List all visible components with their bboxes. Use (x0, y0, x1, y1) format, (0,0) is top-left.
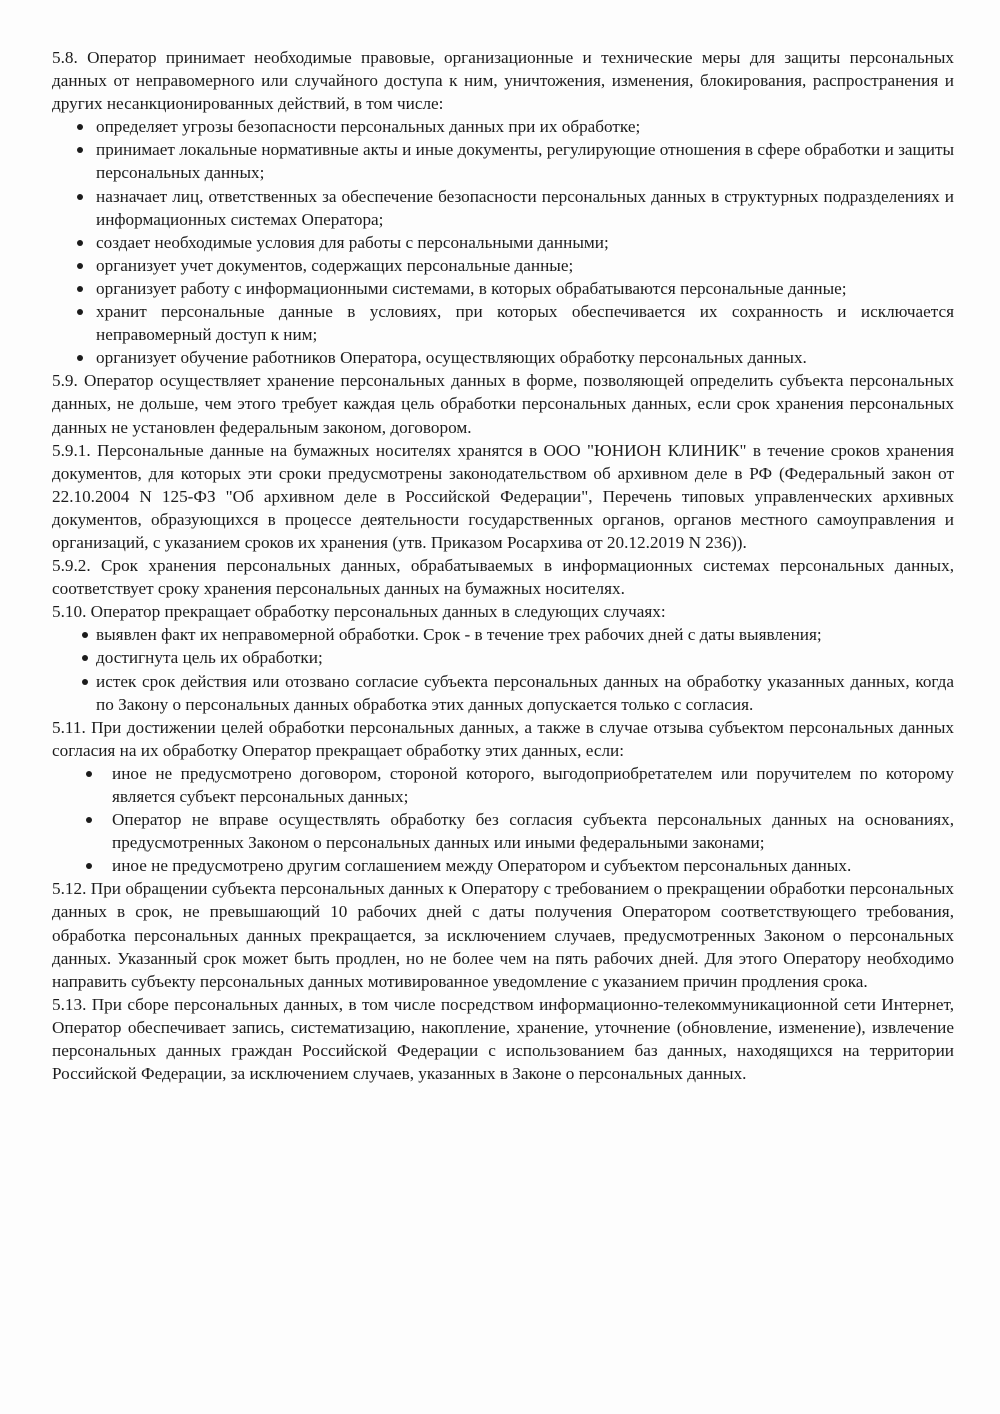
list-item (52, 138, 954, 184)
list-item (52, 808, 954, 854)
list-item-text: принимает локальные нормативные акты и иные документы, регулирующие отношения в сфере обработки и защиты персональных данных; (96, 140, 954, 183)
paragraph-5-11: 5.11. При достижении целей обработки персональных данных, а также в случае отзыва субъектом персональных данных согласия на их обработку Оператор прекращает обработку этих данных, если: (52, 717, 954, 760)
list-item-text: определяет угрозы безопасности персональных данных при их обработке; (96, 117, 641, 137)
list-item-text: выявлен факт их неправомерной обработки. Срок - в течение трех рабочих дней с даты выявления; (96, 625, 822, 645)
bullet-icon (77, 240, 83, 246)
bullet-icon (77, 194, 83, 200)
document-body (52, 46, 954, 1085)
list-5-8 (52, 115, 954, 369)
list-item (52, 346, 954, 369)
list-item (52, 231, 954, 254)
list-item (52, 670, 954, 716)
list-item-text: хранит персональные данные в условиях, при которых обеспечивается их сохранность и исключается неправомерный доступ к ним; (96, 302, 954, 345)
list-item (52, 300, 954, 346)
list-item-text: организует обучение работников Оператора, осуществляющих обработку персональных данных. (96, 348, 807, 368)
bullet-icon (77, 355, 83, 361)
list-item-text: иное не предусмотрено другим соглашением между Оператором и субъектом персональных данных. (112, 856, 852, 876)
bullet-icon (86, 771, 92, 777)
list-item (52, 115, 954, 138)
bullet-icon (77, 286, 83, 292)
paragraph-5-9-2: 5.9.2. Срок хранения персональных данных, обрабатываемых в информационных системах персональных данных, соответствует сроку хранения персональных данных на бумажных носителях. (52, 556, 954, 599)
paragraph-5-13: 5.13. При сборе персональных данных, в том числе посредством информационно-телекоммуникационной сети Интернет, Оператор обеспечивает запись, систематизацию, накопление, хранение, уточнение (обновление, изменение), извлечение персональных данных граждан Российской Федерации с использованием баз данных, находящихся на территории Российской Федерации, за исключением случаев, указанных в Законе о персональных данных. (52, 994, 954, 1084)
bullet-icon (77, 124, 83, 130)
bullet-icon (86, 817, 92, 823)
list-item-text: истек срок действия или отозвано согласие субъекта персональных данных на обработку указанных данных, когда по Закону о персональных данных обработка этих данных допускается только с согласия. (96, 671, 954, 714)
list-item-text: иное не предусмотрено договором, стороной которого, выгодоприобретателем или поручителем по которому является субъект персональных данных; (112, 763, 954, 806)
bullet-icon (77, 147, 83, 153)
list-item (52, 254, 954, 277)
list-item (52, 854, 954, 877)
list-item-text: организует учет документов, содержащих персональные данные; (96, 255, 574, 275)
list-5-11 (52, 762, 954, 877)
paragraph-5-10: 5.10. Оператор прекращает обработку персональных данных в следующих случаях: (52, 602, 666, 622)
list-item-text: создает необходимые условия для работы с персональными данными; (96, 232, 609, 252)
list-item-text: Оператор не вправе осуществлять обработку без согласия субъекта персональных данных на основаниях, предусмотренных Законом о персональных данных или иными федеральными законами; (112, 810, 954, 853)
list-5-10 (52, 623, 954, 715)
list-item (52, 762, 954, 808)
paragraph-5-8: 5.8. Оператор принимает необходимые правовые, организационные и технические меры для защиты персональных данных от неправомерного или случайного доступа к ним, уничтожения, изменения, блокирования, распространения и других несанкционированных действий, в том числе: (52, 48, 954, 114)
list-item (52, 277, 954, 300)
paragraph-5-9-1: 5.9.1. Персональные данные на бумажных носителях хранятся в ООО "ЮНИОН КЛИНИК" в течение сроков хранения документов, для которых эти сроки предусмотрены законодательством об архивном деле в РФ (Федеральный закон от 22.10.2004 N 125-ФЗ "Об архивном деле в Российской Федерации", Перечень типовых управленческих архивных документов, образующихся в процессе деятельности государственных органов, органов местного самоуправления и организаций, с указанием сроков их хранения (утв. Приказом Росархива от 20.12.2019 N 236)). (52, 440, 954, 552)
paragraph-5-9: 5.9. Оператор осуществляет хранение персональных данных в форме, позволяющей определить субъекта персональных данных, не дольше, чем этого требует каждая цель обработки персональных данных, если срок хранения персональных данных не установлен федеральным законом, договором. (52, 371, 954, 437)
bullet-icon (82, 632, 88, 638)
list-item (52, 646, 954, 669)
bullet-icon (86, 863, 92, 869)
list-item (52, 623, 954, 646)
bullet-icon (82, 655, 88, 661)
bullet-icon (82, 679, 88, 685)
list-item (52, 185, 954, 231)
list-item-text: назначает лиц, ответственных за обеспечение безопасности персональных данных в структурных подразделениях и информационных системах Оператора; (96, 186, 954, 229)
list-item-text: достигнута цель их обработки; (96, 648, 323, 668)
bullet-icon (77, 309, 83, 315)
bullet-icon (77, 263, 83, 269)
list-item-text: организует работу с информационными системами, в которых обрабатываются персональные данные; (96, 278, 847, 298)
paragraph-5-12: 5.12. При обращении субъекта персональных данных к Оператору с требованием о прекращении обработки персональных данных в срок, не превышающий 10 рабочих дней с даты получения Оператором соответствующего требования, обработка персональных данных прекращается, за исключением случаев, предусмотренных Законом о персональных данных. Указанный срок может быть продлен, но не более чем на пять рабочих дней. Для этого Оператору необходимо направить субъекту персональных данных мотивированное уведомление с указанием причин продления срока. (52, 879, 954, 991)
